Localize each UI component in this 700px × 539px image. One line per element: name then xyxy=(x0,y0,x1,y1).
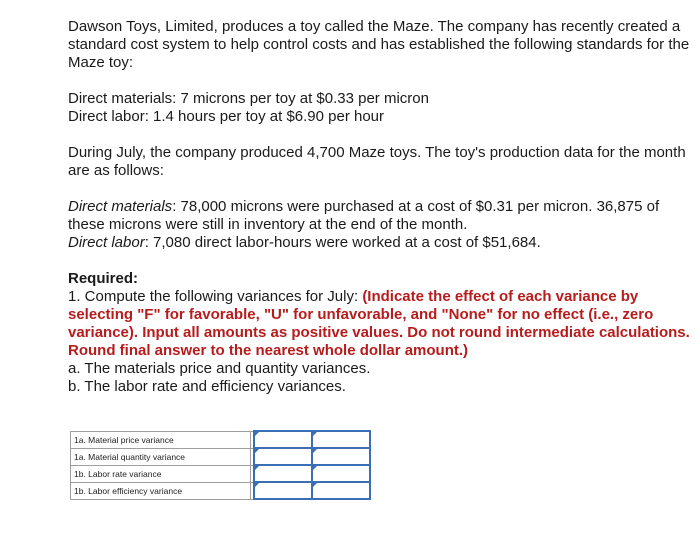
actual-labor xyxy=(68,234,694,252)
variance-amount-input[interactable] xyxy=(254,431,312,448)
required-q1-text: 1. Compute the following variances for July: xyxy=(68,288,363,305)
table-row xyxy=(71,448,371,465)
variance-label: 1a. Material price variance xyxy=(71,431,251,448)
required-instructions: (Indicate the effect of each variance by selecting "F" for favorable, "U" for unfavorable, and "None" for no effect (i.e., zero variance). Input all amounts as positive values. Do not round intermediate calculations. Round final answer to the nearest whole dollar amount.) xyxy=(68,288,690,359)
table-row xyxy=(71,465,371,482)
problem-text xyxy=(68,18,694,396)
variance-amount-input[interactable] xyxy=(254,448,312,465)
variance-effect-select[interactable] xyxy=(312,482,370,499)
variance-label: 1a. Material quantity variance xyxy=(71,448,251,465)
variance-answer-table xyxy=(70,430,371,500)
variance-effect-select[interactable] xyxy=(312,431,370,448)
required-q1 xyxy=(68,288,694,360)
standard-labor: Direct labor: 1.4 hours per toy at $6.90 per hour xyxy=(68,108,385,125)
intro-paragraph: Dawson Toys, Limited, produces a toy called the Maze. The company has recently created a standard cost system to help control costs and has established the following standards for the Maze toy: xyxy=(68,18,690,71)
required-a: a. The materials price and quantity variances. xyxy=(68,360,371,377)
required-b: b. The labor rate and efficiency variances. xyxy=(68,378,346,395)
actual-labor-text: : 7,080 direct labor-hours were worked at a cost of $51,684. xyxy=(144,234,541,251)
variance-label: 1b. Labor efficiency variance xyxy=(71,482,251,499)
variance-amount-input[interactable] xyxy=(254,482,312,499)
actual-materials xyxy=(68,198,694,234)
table-row xyxy=(71,482,371,499)
actual-labor-label: Direct labor xyxy=(68,234,145,251)
variance-amount-input[interactable] xyxy=(254,465,312,482)
production-paragraph: During July, the company produced 4,700 Maze toys. The toy's production data for the month are as follows: xyxy=(68,144,686,179)
variance-label: 1b. Labor rate variance xyxy=(71,465,251,482)
actual-materials-label: Direct materials xyxy=(68,198,173,215)
table-row xyxy=(71,431,371,448)
variance-effect-select[interactable] xyxy=(312,465,370,482)
required-title: Required: xyxy=(68,270,139,287)
variance-effect-select[interactable] xyxy=(312,448,370,465)
actual-materials-text: : 78,000 microns were purchased at a cost of $0.31 per micron. 36,875 of these microns were still in inventory at the end of the month. xyxy=(68,198,660,233)
standard-materials: Direct materials: 7 microns per toy at $0.33 per micron xyxy=(68,90,429,107)
